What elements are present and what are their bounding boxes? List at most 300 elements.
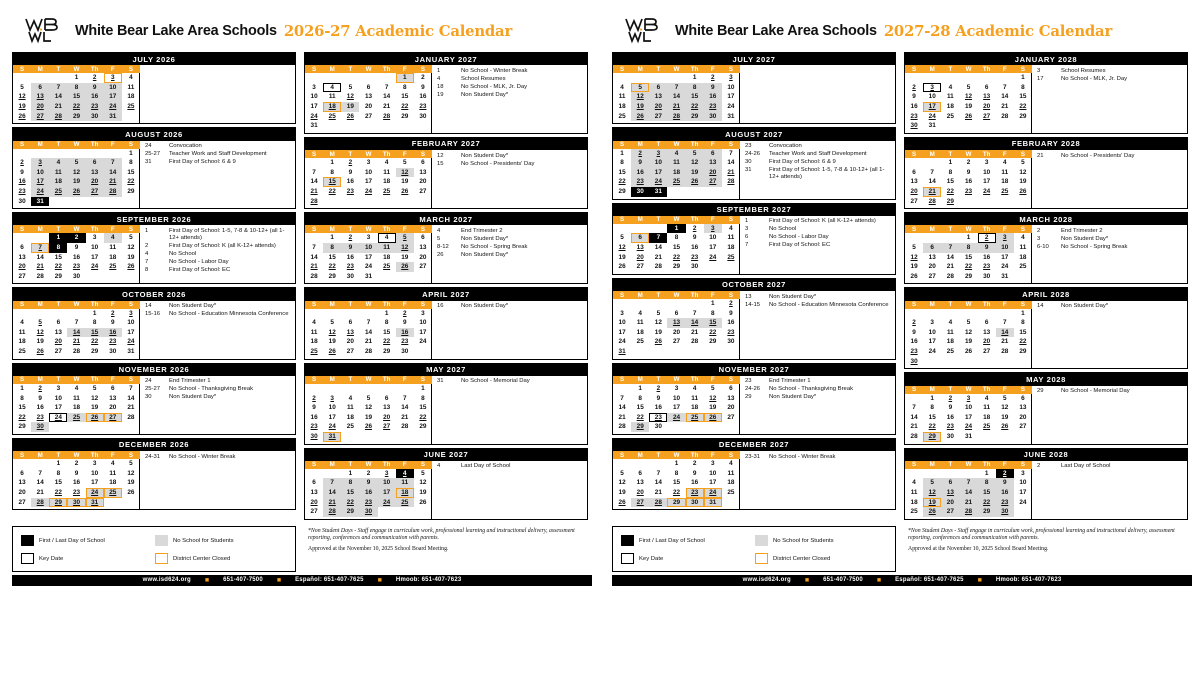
calendar-day-cell[interactable]	[67, 83, 85, 93]
calendar-day-cell[interactable]	[305, 168, 323, 178]
calendar-day-cell[interactable]	[67, 394, 85, 404]
calendar-day-cell[interactable]	[341, 187, 359, 197]
calendar-day-cell[interactable]	[649, 384, 667, 394]
calendar-day-cell[interactable]	[49, 347, 67, 357]
calendar-day-cell[interactable]	[67, 158, 85, 168]
calendar-day-cell[interactable]	[941, 243, 959, 253]
calendar-day-cell[interactable]	[305, 272, 323, 282]
calendar-day-cell[interactable]	[49, 112, 67, 122]
calendar-day-cell[interactable]	[359, 262, 377, 272]
calendar-day-cell[interactable]	[704, 177, 722, 187]
calendar-day-cell[interactable]	[13, 92, 31, 102]
calendar-day-cell[interactable]	[667, 478, 685, 488]
calendar-day-cell[interactable]	[649, 187, 667, 197]
calendar-day-cell[interactable]	[414, 328, 432, 338]
calendar-day-cell[interactable]	[49, 83, 67, 93]
calendar-day-cell[interactable]	[122, 262, 140, 272]
calendar-day-cell[interactable]	[978, 507, 996, 517]
calendar-day-cell[interactable]	[414, 187, 432, 197]
calendar-day-cell[interactable]	[414, 394, 432, 404]
calendar-day-cell[interactable]	[31, 403, 49, 413]
calendar-day-cell[interactable]	[305, 478, 323, 488]
calendar-day-cell[interactable]	[722, 318, 740, 328]
calendar-day-cell[interactable]	[959, 478, 977, 488]
calendar-day-cell[interactable]	[631, 384, 649, 394]
calendar-day-cell[interactable]	[31, 158, 49, 168]
calendar-day-cell[interactable]	[414, 318, 432, 328]
calendar-day-cell[interactable]	[104, 233, 122, 243]
calendar-day-cell[interactable]	[923, 253, 941, 263]
calendar-day-cell[interactable]	[341, 318, 359, 328]
calendar-day-cell[interactable]	[341, 243, 359, 253]
calendar-day-cell[interactable]	[341, 469, 359, 479]
calendar-day-cell[interactable]	[305, 413, 323, 423]
calendar-day-cell[interactable]	[996, 102, 1014, 112]
calendar-day-cell[interactable]	[1014, 347, 1032, 357]
calendar-day-cell[interactable]	[378, 309, 396, 319]
calendar-day-cell[interactable]	[996, 177, 1014, 187]
calendar-day-cell[interactable]	[649, 253, 667, 263]
calendar-day-cell[interactable]	[13, 498, 31, 508]
calendar-day-cell[interactable]	[704, 394, 722, 404]
calendar-day-cell[interactable]	[414, 158, 432, 168]
calendar-day-cell[interactable]	[996, 507, 1014, 517]
calendar-day-cell[interactable]	[649, 262, 667, 272]
calendar-day-cell[interactable]	[1014, 478, 1032, 488]
calendar-day-cell[interactable]	[667, 168, 685, 178]
calendar-day-cell[interactable]	[613, 498, 631, 508]
calendar-day-cell[interactable]	[396, 177, 414, 187]
calendar-day-cell[interactable]	[941, 168, 959, 178]
calendar-day-cell[interactable]	[396, 102, 414, 112]
calendar-day-cell[interactable]	[67, 253, 85, 263]
calendar-day-cell[interactable]	[104, 92, 122, 102]
calendar-day-cell[interactable]	[341, 158, 359, 168]
calendar-day-cell[interactable]	[323, 243, 341, 253]
calendar-day-cell[interactable]	[305, 318, 323, 328]
calendar-day-cell[interactable]	[667, 394, 685, 404]
calendar-day-cell[interactable]	[86, 394, 104, 404]
calendar-day-cell[interactable]	[13, 112, 31, 122]
calendar-day-cell[interactable]	[613, 233, 631, 243]
calendar-day-cell[interactable]	[905, 478, 923, 488]
calendar-day-cell[interactable]	[86, 92, 104, 102]
calendar-day-cell[interactable]	[704, 243, 722, 253]
calendar-day-cell[interactable]	[941, 394, 959, 404]
calendar-day-cell[interactable]	[414, 478, 432, 488]
calendar-day-cell[interactable]	[359, 507, 377, 517]
calendar-day-cell[interactable]	[13, 478, 31, 488]
calendar-day-cell[interactable]	[378, 233, 396, 243]
calendar-day-cell[interactable]	[86, 83, 104, 93]
calendar-day-cell[interactable]	[1014, 318, 1032, 328]
calendar-day-cell[interactable]	[686, 413, 704, 423]
calendar-day-cell[interactable]	[923, 112, 941, 122]
calendar-day-cell[interactable]	[86, 233, 104, 243]
calendar-day-cell[interactable]	[359, 403, 377, 413]
calendar-day-cell[interactable]	[414, 92, 432, 102]
calendar-day-cell[interactable]	[923, 92, 941, 102]
calendar-day-cell[interactable]	[996, 328, 1014, 338]
calendar-day-cell[interactable]	[905, 432, 923, 442]
calendar-day-cell[interactable]	[649, 243, 667, 253]
calendar-day-cell[interactable]	[305, 243, 323, 253]
calendar-day-cell[interactable]	[67, 243, 85, 253]
calendar-day-cell[interactable]	[649, 337, 667, 347]
calendar-day-cell[interactable]	[122, 83, 140, 93]
calendar-day-cell[interactable]	[959, 498, 977, 508]
calendar-day-cell[interactable]	[122, 394, 140, 404]
calendar-day-cell[interactable]	[67, 469, 85, 479]
calendar-day-cell[interactable]	[959, 337, 977, 347]
calendar-day-cell[interactable]	[359, 337, 377, 347]
calendar-day-cell[interactable]	[978, 262, 996, 272]
calendar-day-cell[interactable]	[631, 262, 649, 272]
calendar-day-cell[interactable]	[31, 488, 49, 498]
calendar-day-cell[interactable]	[13, 413, 31, 423]
calendar-day-cell[interactable]	[323, 337, 341, 347]
calendar-day-cell[interactable]	[49, 243, 67, 253]
calendar-day-cell[interactable]	[941, 347, 959, 357]
calendar-day-cell[interactable]	[667, 413, 685, 423]
calendar-day-cell[interactable]	[396, 469, 414, 479]
calendar-day-cell[interactable]	[378, 92, 396, 102]
calendar-day-cell[interactable]	[359, 394, 377, 404]
calendar-day-cell[interactable]	[67, 177, 85, 187]
calendar-day-cell[interactable]	[959, 347, 977, 357]
calendar-day-cell[interactable]	[923, 422, 941, 432]
calendar-day-cell[interactable]	[613, 488, 631, 498]
calendar-day-cell[interactable]	[649, 413, 667, 423]
calendar-day-cell[interactable]	[704, 498, 722, 508]
calendar-day-cell[interactable]	[996, 187, 1014, 197]
calendar-day-cell[interactable]	[1014, 83, 1032, 93]
calendar-day-cell[interactable]	[104, 413, 122, 423]
calendar-day-cell[interactable]	[378, 243, 396, 253]
calendar-day-cell[interactable]	[49, 102, 67, 112]
calendar-day-cell[interactable]	[649, 478, 667, 488]
calendar-day-cell[interactable]	[323, 253, 341, 263]
calendar-day-cell[interactable]	[667, 318, 685, 328]
calendar-day-cell[interactable]	[104, 328, 122, 338]
calendar-day-cell[interactable]	[13, 422, 31, 432]
calendar-day-cell[interactable]	[959, 507, 977, 517]
calendar-day-cell[interactable]	[923, 394, 941, 404]
calendar-day-cell[interactable]	[923, 337, 941, 347]
calendar-day-cell[interactable]	[341, 337, 359, 347]
calendar-day-cell[interactable]	[631, 168, 649, 178]
calendar-day-cell[interactable]	[359, 318, 377, 328]
calendar-day-cell[interactable]	[996, 498, 1014, 508]
calendar-day-cell[interactable]	[959, 318, 977, 328]
calendar-day-cell[interactable]	[613, 243, 631, 253]
calendar-day-cell[interactable]	[905, 498, 923, 508]
calendar-day-cell[interactable]	[67, 413, 85, 423]
calendar-day-cell[interactable]	[649, 177, 667, 187]
calendar-day-cell[interactable]	[122, 177, 140, 187]
calendar-day-cell[interactable]	[722, 243, 740, 253]
calendar-day-cell[interactable]	[905, 92, 923, 102]
calendar-day-cell[interactable]	[378, 112, 396, 122]
calendar-day-cell[interactable]	[323, 413, 341, 423]
calendar-day-cell[interactable]	[396, 243, 414, 253]
calendar-day-cell[interactable]	[631, 112, 649, 122]
calendar-day-cell[interactable]	[323, 328, 341, 338]
calendar-day-cell[interactable]	[978, 498, 996, 508]
calendar-day-cell[interactable]	[31, 177, 49, 187]
calendar-day-cell[interactable]	[704, 469, 722, 479]
calendar-day-cell[interactable]	[905, 328, 923, 338]
calendar-day-cell[interactable]	[941, 422, 959, 432]
calendar-day-cell[interactable]	[86, 73, 104, 83]
calendar-day-cell[interactable]	[122, 488, 140, 498]
calendar-day-cell[interactable]	[631, 253, 649, 263]
calendar-day-cell[interactable]	[341, 177, 359, 187]
calendar-day-cell[interactable]	[686, 469, 704, 479]
calendar-day-cell[interactable]	[686, 177, 704, 187]
calendar-day-cell[interactable]	[414, 102, 432, 112]
calendar-day-cell[interactable]	[1014, 309, 1032, 319]
calendar-day-cell[interactable]	[31, 469, 49, 479]
calendar-day-cell[interactable]	[996, 168, 1014, 178]
calendar-day-cell[interactable]	[923, 318, 941, 328]
calendar-day-cell[interactable]	[923, 498, 941, 508]
calendar-day-cell[interactable]	[722, 299, 740, 309]
calendar-day-cell[interactable]	[996, 83, 1014, 93]
calendar-day-cell[interactable]	[414, 337, 432, 347]
calendar-day-cell[interactable]	[667, 459, 685, 469]
calendar-day-cell[interactable]	[104, 83, 122, 93]
calendar-day-cell[interactable]	[704, 253, 722, 263]
calendar-day-cell[interactable]	[978, 413, 996, 423]
calendar-day-cell[interactable]	[86, 488, 104, 498]
calendar-day-cell[interactable]	[978, 187, 996, 197]
calendar-day-cell[interactable]	[1014, 328, 1032, 338]
calendar-day-cell[interactable]	[941, 488, 959, 498]
calendar-day-cell[interactable]	[359, 177, 377, 187]
calendar-day-cell[interactable]	[359, 413, 377, 423]
calendar-day-cell[interactable]	[378, 422, 396, 432]
calendar-day-cell[interactable]	[13, 384, 31, 394]
calendar-day-cell[interactable]	[613, 422, 631, 432]
calendar-day-cell[interactable]	[67, 102, 85, 112]
calendar-day-cell[interactable]	[613, 262, 631, 272]
calendar-day-cell[interactable]	[959, 168, 977, 178]
calendar-day-cell[interactable]	[305, 262, 323, 272]
calendar-day-cell[interactable]	[941, 158, 959, 168]
calendar-day-cell[interactable]	[667, 337, 685, 347]
calendar-day-cell[interactable]	[13, 187, 31, 197]
calendar-day-cell[interactable]	[1014, 488, 1032, 498]
calendar-day-cell[interactable]	[122, 413, 140, 423]
calendar-day-cell[interactable]	[414, 422, 432, 432]
calendar-day-cell[interactable]	[359, 272, 377, 282]
calendar-day-cell[interactable]	[305, 422, 323, 432]
calendar-day-cell[interactable]	[686, 253, 704, 263]
calendar-day-cell[interactable]	[414, 403, 432, 413]
calendar-day-cell[interactable]	[67, 233, 85, 243]
calendar-day-cell[interactable]	[396, 422, 414, 432]
calendar-day-cell[interactable]	[414, 498, 432, 508]
calendar-day-cell[interactable]	[122, 459, 140, 469]
calendar-day-cell[interactable]	[86, 158, 104, 168]
calendar-day-cell[interactable]	[613, 309, 631, 319]
calendar-day-cell[interactable]	[67, 272, 85, 282]
calendar-day-cell[interactable]	[941, 507, 959, 517]
calendar-day-cell[interactable]	[104, 243, 122, 253]
calendar-day-cell[interactable]	[959, 488, 977, 498]
calendar-day-cell[interactable]	[341, 233, 359, 243]
calendar-day-cell[interactable]	[396, 309, 414, 319]
calendar-day-cell[interactable]	[941, 498, 959, 508]
calendar-day-cell[interactable]	[996, 394, 1014, 404]
calendar-day-cell[interactable]	[667, 112, 685, 122]
calendar-day-cell[interactable]	[613, 328, 631, 338]
calendar-day-cell[interactable]	[686, 73, 704, 83]
calendar-day-cell[interactable]	[631, 413, 649, 423]
calendar-day-cell[interactable]	[378, 253, 396, 263]
calendar-day-cell[interactable]	[923, 488, 941, 498]
calendar-day-cell[interactable]	[686, 309, 704, 319]
calendar-day-cell[interactable]	[631, 328, 649, 338]
calendar-day-cell[interactable]	[905, 112, 923, 122]
calendar-day-cell[interactable]	[649, 318, 667, 328]
calendar-day-cell[interactable]	[722, 403, 740, 413]
calendar-day-cell[interactable]	[49, 337, 67, 347]
calendar-day-cell[interactable]	[341, 347, 359, 357]
calendar-day-cell[interactable]	[67, 488, 85, 498]
calendar-day-cell[interactable]	[941, 112, 959, 122]
calendar-day-cell[interactable]	[49, 469, 67, 479]
calendar-day-cell[interactable]	[649, 149, 667, 159]
calendar-day-cell[interactable]	[104, 102, 122, 112]
calendar-day-cell[interactable]	[341, 168, 359, 178]
calendar-day-cell[interactable]	[923, 328, 941, 338]
calendar-day-cell[interactable]	[941, 262, 959, 272]
calendar-day-cell[interactable]	[49, 328, 67, 338]
calendar-day-cell[interactable]	[959, 394, 977, 404]
calendar-day-cell[interactable]	[305, 121, 323, 131]
calendar-day-cell[interactable]	[396, 112, 414, 122]
calendar-day-cell[interactable]	[631, 309, 649, 319]
calendar-day-cell[interactable]	[704, 73, 722, 83]
calendar-day-cell[interactable]	[996, 347, 1014, 357]
calendar-day-cell[interactable]	[905, 177, 923, 187]
calendar-day-cell[interactable]	[359, 253, 377, 263]
calendar-day-cell[interactable]	[613, 168, 631, 178]
calendar-day-cell[interactable]	[86, 337, 104, 347]
calendar-day-cell[interactable]	[31, 318, 49, 328]
calendar-day-cell[interactable]	[49, 262, 67, 272]
calendar-day-cell[interactable]	[86, 253, 104, 263]
calendar-day-cell[interactable]	[959, 243, 977, 253]
calendar-day-cell[interactable]	[31, 272, 49, 282]
calendar-day-cell[interactable]	[704, 384, 722, 394]
calendar-day-cell[interactable]	[305, 187, 323, 197]
calendar-day-cell[interactable]	[996, 253, 1014, 263]
calendar-day-cell[interactable]	[686, 498, 704, 508]
calendar-day-cell[interactable]	[722, 459, 740, 469]
footer-phone[interactable]: 651-407-7500	[823, 577, 863, 584]
calendar-day-cell[interactable]	[704, 233, 722, 243]
calendar-day-cell[interactable]	[323, 272, 341, 282]
calendar-day-cell[interactable]	[86, 478, 104, 488]
calendar-day-cell[interactable]	[649, 233, 667, 243]
calendar-day-cell[interactable]	[631, 478, 649, 488]
calendar-day-cell[interactable]	[704, 299, 722, 309]
calendar-day-cell[interactable]	[704, 328, 722, 338]
calendar-day-cell[interactable]	[31, 187, 49, 197]
calendar-day-cell[interactable]	[613, 158, 631, 168]
calendar-day-cell[interactable]	[959, 432, 977, 442]
calendar-day-cell[interactable]	[359, 243, 377, 253]
calendar-day-cell[interactable]	[341, 83, 359, 93]
calendar-day-cell[interactable]	[923, 187, 941, 197]
calendar-day-cell[interactable]	[923, 197, 941, 207]
calendar-day-cell[interactable]	[996, 262, 1014, 272]
calendar-day-cell[interactable]	[359, 422, 377, 432]
calendar-day-cell[interactable]	[613, 337, 631, 347]
calendar-day-cell[interactable]	[13, 102, 31, 112]
calendar-day-cell[interactable]	[649, 403, 667, 413]
calendar-day-cell[interactable]	[86, 168, 104, 178]
calendar-day-cell[interactable]	[996, 488, 1014, 498]
calendar-day-cell[interactable]	[13, 253, 31, 263]
calendar-day-cell[interactable]	[722, 168, 740, 178]
calendar-day-cell[interactable]	[13, 243, 31, 253]
calendar-day-cell[interactable]	[613, 112, 631, 122]
calendar-day-cell[interactable]	[122, 102, 140, 112]
footer-hmong-phone[interactable]: Hmoob: 651-407-7623	[995, 577, 1062, 584]
calendar-day-cell[interactable]	[396, 262, 414, 272]
calendar-day-cell[interactable]	[13, 488, 31, 498]
calendar-day-cell[interactable]	[104, 158, 122, 168]
calendar-day-cell[interactable]	[667, 384, 685, 394]
footer-website[interactable]: www.isd624.org	[142, 577, 191, 584]
calendar-day-cell[interactable]	[667, 158, 685, 168]
calendar-day-cell[interactable]	[378, 478, 396, 488]
calendar-day-cell[interactable]	[613, 469, 631, 479]
calendar-day-cell[interactable]	[649, 469, 667, 479]
calendar-day-cell[interactable]	[49, 272, 67, 282]
calendar-day-cell[interactable]	[941, 328, 959, 338]
calendar-day-cell[interactable]	[722, 328, 740, 338]
calendar-day-cell[interactable]	[378, 488, 396, 498]
calendar-day-cell[interactable]	[704, 413, 722, 423]
calendar-day-cell[interactable]	[649, 112, 667, 122]
calendar-day-cell[interactable]	[686, 384, 704, 394]
calendar-day-cell[interactable]	[323, 318, 341, 328]
calendar-day-cell[interactable]	[667, 233, 685, 243]
calendar-day-cell[interactable]	[959, 233, 977, 243]
calendar-day-cell[interactable]	[1014, 394, 1032, 404]
calendar-day-cell[interactable]	[396, 337, 414, 347]
calendar-day-cell[interactable]	[686, 243, 704, 253]
calendar-day-cell[interactable]	[378, 168, 396, 178]
calendar-day-cell[interactable]	[31, 112, 49, 122]
calendar-day-cell[interactable]	[122, 73, 140, 83]
calendar-day-cell[interactable]	[305, 102, 323, 112]
calendar-day-cell[interactable]	[631, 488, 649, 498]
calendar-day-cell[interactable]	[13, 403, 31, 413]
calendar-day-cell[interactable]	[686, 112, 704, 122]
calendar-day-cell[interactable]	[941, 403, 959, 413]
calendar-day-cell[interactable]	[414, 469, 432, 479]
calendar-day-cell[interactable]	[978, 469, 996, 479]
calendar-day-cell[interactable]	[959, 92, 977, 102]
calendar-day-cell[interactable]	[323, 507, 341, 517]
calendar-day-cell[interactable]	[104, 488, 122, 498]
